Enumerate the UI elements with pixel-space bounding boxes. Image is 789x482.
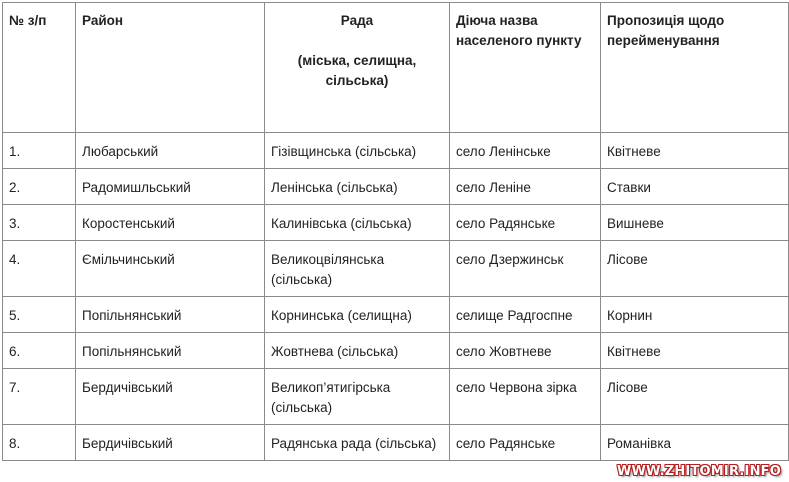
cell-district: Ємільчинський (76, 241, 265, 297)
cell-district: Попільнянський (76, 297, 265, 333)
cell-number: 3. (3, 205, 76, 241)
cell-number: 6. (3, 333, 76, 369)
cell-number: 2. (3, 169, 76, 205)
table-row (3, 297, 789, 333)
table-row (3, 205, 789, 241)
renaming-table (2, 2, 789, 461)
cell-current-name: село Червона зірка (450, 369, 601, 425)
table-row (3, 425, 789, 461)
cell-current-name: село Ленінське (450, 133, 601, 169)
cell-number: 1. (3, 133, 76, 169)
header-council-title: Рада (340, 13, 374, 28)
table-row (3, 369, 789, 425)
cell-current-name: село Радянське (450, 425, 601, 461)
cell-current-name: село Леніне (450, 169, 601, 205)
cell-district: Любарський (76, 133, 265, 169)
cell-proposal: Квітневе (601, 133, 789, 169)
cell-number: 7. (3, 369, 76, 425)
site-watermark: WWW.ZHITOMIR.INFO (617, 464, 781, 479)
table-header-row (3, 3, 789, 133)
cell-number: 5. (3, 297, 76, 333)
cell-proposal: Лісове (601, 241, 789, 297)
cell-district: Бердичівський (76, 425, 265, 461)
header-council (265, 3, 450, 133)
cell-number: 8. (3, 425, 76, 461)
cell-district: Коростенський (76, 205, 265, 241)
cell-proposal: Квітневе (601, 333, 789, 369)
cell-proposal: Лісове (601, 369, 789, 425)
cell-council: Жовтнева (сільська) (265, 333, 450, 369)
cell-proposal: Корнин (601, 297, 789, 333)
cell-district: Радомишльський (76, 169, 265, 205)
cell-council: Гізівщинська (сільська) (265, 133, 450, 169)
header-district: Район (76, 3, 265, 133)
table-row (3, 241, 789, 297)
cell-proposal: Романівка (601, 425, 789, 461)
cell-council: Великоцвілянська (сільська) (265, 241, 450, 297)
cell-current-name: селище Радгоспне (450, 297, 601, 333)
cell-district: Попільнянський (76, 333, 265, 369)
header-council-type-line2: сільська) (325, 73, 389, 88)
header-current-name: Діюча назва населеного пункту (450, 3, 601, 133)
table-row (3, 133, 789, 169)
header-council-type-line1: (міська, селищна, (297, 53, 417, 68)
cell-district: Бердичівський (76, 369, 265, 425)
cell-proposal: Ставки (601, 169, 789, 205)
cell-council: Радянська рада (сільська) (265, 425, 450, 461)
cell-current-name: село Радянське (450, 205, 601, 241)
table-row (3, 333, 789, 369)
table-row (3, 169, 789, 205)
cell-number: 4. (3, 241, 76, 297)
header-proposal: Пропозиція щодо перейменування (601, 3, 789, 133)
header-number: № з/п (3, 3, 76, 133)
cell-council: Калинівська (сільська) (265, 205, 450, 241)
cell-current-name: село Жовтневе (450, 333, 601, 369)
cell-council: Великоп’ятигірська (сільська) (265, 369, 450, 425)
cell-proposal: Вишневе (601, 205, 789, 241)
cell-council: Корнинська (селищна) (265, 297, 450, 333)
cell-council: Ленінська (сільська) (265, 169, 450, 205)
cell-current-name: село Дзержинськ (450, 241, 601, 297)
